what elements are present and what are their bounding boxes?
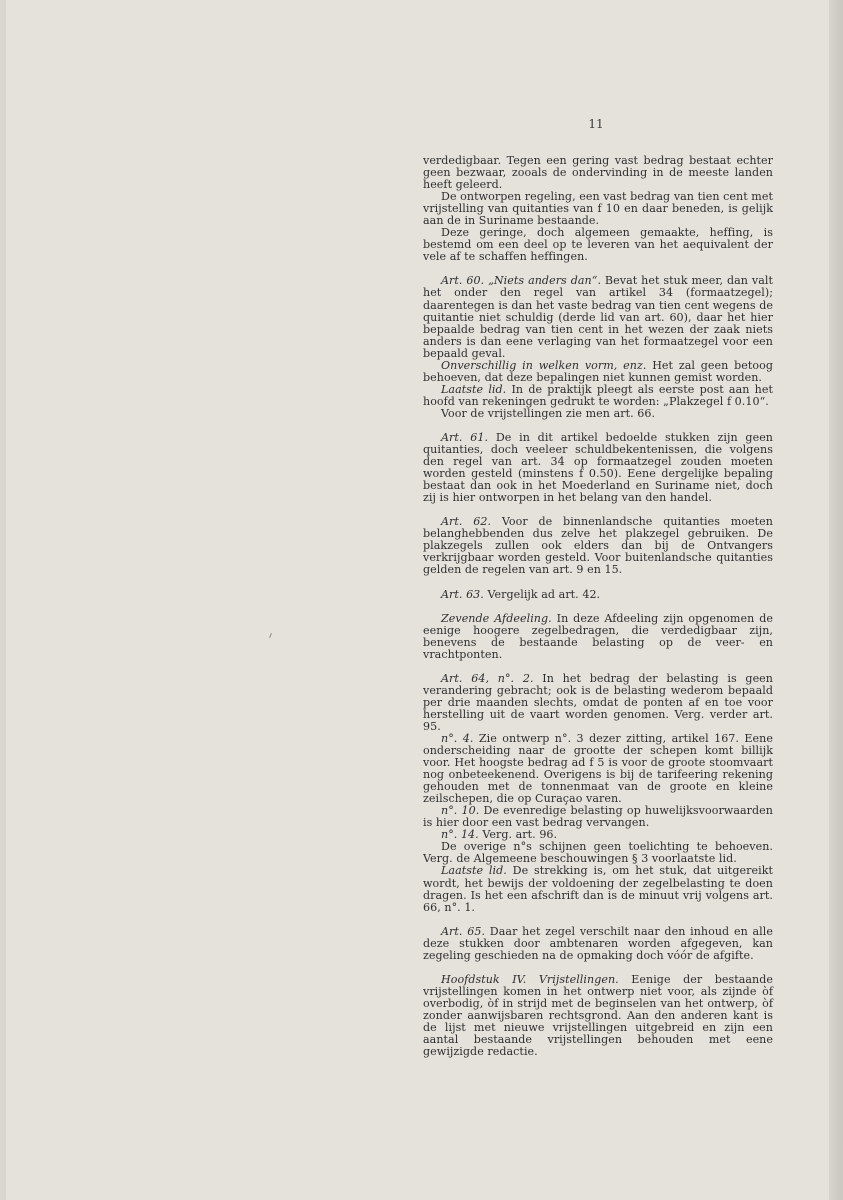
text-column xyxy=(423,155,773,1058)
paragraph-art-63: Art. 63. Vergelijk ad art. 42. xyxy=(441,587,601,601)
paragraph-hoofdstuk-iv: Hoofdstuk IV. Vrijstellingen. Eenige der bestaande vrijstellingen komen in het ontwerp niet voor, als zijnde òf overbodig, òf in strijd met de beginselen van het ontwerp, òf zonder aanwijsbaren rechtsgrond. Aan den anderen kant is de lijst met nieuwe vrijstellingen uitgebreid en zijn een aantal bestaande vrijstellingen behouden met eene gewijzigde redactie. xyxy=(423,972,774,1059)
paragraph-zevende-afdeeling: Zevende Afdeeling. In deze Afdeeling zijn opgenomen de eenige hoogere zegelbedragen, die verdedigbaar zijn, benevens de bestaande belasting op de veer- en vrachtponten. xyxy=(423,611,773,661)
page-right-edge xyxy=(829,0,843,1200)
paragraph: Onverschillig in welken vorm, enz. Het zal geen betoog behoeven, dat deze bepalingen niet kunnen gemist worden. xyxy=(423,358,773,384)
paragraph-art-60: Art. 60. „Niets anders dan“. Bevat het stuk meer, dan valt het onder den regel van artikel 34 (formaatzegel); daarentegen is dan het vaste bedrag van tien cent wegens de quitantie niet schuldig (derde lid van art. 60), daar het hier bepaalde bedrag van tien cent in het wezen der zaak niets anders is dan eene verlaging van het formaatzegel voor een bepaald geval. xyxy=(423,274,773,360)
section-heading: n°. 14. xyxy=(441,828,479,842)
section-heading: Onverschillig in welken vorm, enz. xyxy=(441,358,647,372)
stray-mark xyxy=(269,633,272,638)
paragraph-art-65: Art. 65. Daar het zegel verschilt naar den inhoud en alle deze stukken door ambtenaren worden afgegeven, kan zegeling geschieden na de opmaking doch vóór de afgifte. xyxy=(423,924,773,962)
section-heading: Art. 63. xyxy=(441,587,484,601)
paragraph: n°. 14. Verg. art. 96. xyxy=(441,828,558,842)
page-left-edge xyxy=(0,0,6,1200)
paragraph: De overige n°s schijnen geen toelichting te behoeven. Verg. de Algemeene beschouwingen § 3 voorlaatste lid. xyxy=(423,840,773,866)
paragraph: n°. 4. Zie ontwerp n°. 3 dezer zitting, artikel 167. Eene onderscheiding naar de grootte der schepen komt billijk voor. Het hoogste bedrag ad f 5 is voor de groote stoomvaart nog onbeteekenend. Overigens is bij de tarifeering rekening gehouden met de tonnenmaat van de groote en kleine zeilschepen, die op Curaçao varen. xyxy=(423,731,773,806)
page-number: 11 xyxy=(588,117,604,131)
paragraph: Voor de vrijstellingen zie men art. 66. xyxy=(441,406,656,420)
paragraph: verdedigbaar. Tegen een gering vast bedrag bestaat echter geen bezwaar, zooals de ondervinding in de meeste landen heeft geleerd. xyxy=(423,154,773,192)
section-heading: Art. 65. xyxy=(441,924,486,938)
paragraph: De ontworpen regeling, een vast bedrag van tien cent met vrijstelling van quitanties van f 10 en daar beneden, is gelijk aan de in Suriname bestaande. xyxy=(423,190,773,228)
paragraph: n°. 10. De evenredige belasting op huwelijksvoorwaarden is hier door een vast bedrag vervangen. xyxy=(423,804,773,830)
paragraph: Deze geringe, doch algemeen gemaakte, heffing, is bestemd om een deel op te leveren van het aequivalent der vele af te schaffen heffingen. xyxy=(423,226,773,264)
section-heading: Hoofdstuk IV. Vrijstellingen. xyxy=(441,972,619,986)
paragraph-art-64: Art. 64, n°. 2. In het bedrag der belasting is geen verandering gebracht; ook is de belasting wederom bepaald per drie maanden slechts, omdat de ponten af en toe voor herstelling uit de vaart worden genomen. Verg. verder art. 95. xyxy=(423,671,773,733)
section-heading: n°. 4. xyxy=(441,731,474,745)
section-heading: Laatste lid. xyxy=(441,382,507,396)
paragraph-art-61: Art. 61. De in dit artikel bedoelde stukken zijn geen quitanties, doch veeleer schuldbekentenissen, die volgens den regel van art. 34 op formaatzegel zouden moeten worden gesteld (minstens f 0.50). Eene dergelijke bepaling bestaat dan ook in het Moederland en Suriname niet, doch zij is hier ontworpen in het belang van den handel. xyxy=(423,430,774,505)
paragraph-art-62: Art. 62. Voor de binnenlandsche quitanties moeten belanghebbenden dus zelve het plakzegel gebruiken. De plakzegels zullen ook elders dan bij de Ontvangers verkrijgbaar worden gesteld. Voor buitenlandsche quitanties gelden de regelen van art. 9 en 15. xyxy=(423,515,773,577)
section-heading: Art. 60. „Niets anders dan“. xyxy=(441,274,602,288)
paragraph: Laatste lid. De strekking is, om het stuk, dat uitgereikt wordt, het bewijs der voldoening der zegelbelasting te doen dragen. Is het een afschrift dan is de minuut vrij volgens art. 66, n°. 1. xyxy=(423,864,773,914)
paragraph: Laatste lid. In de praktijk pleegt als eerste post aan het hoofd van rekeningen gedrukt te worden: „Plakzegel f 0.10“. xyxy=(423,382,773,408)
section-heading: Zevende Afdeeling. xyxy=(441,611,552,625)
section-heading: Art. 61. xyxy=(441,430,489,444)
section-heading: Art. 64, n°. 2. xyxy=(441,671,534,685)
section-heading: Art. 62. xyxy=(441,515,492,529)
section-heading: n°. 10. xyxy=(441,804,480,818)
section-heading: Laatste lid. xyxy=(441,864,507,878)
